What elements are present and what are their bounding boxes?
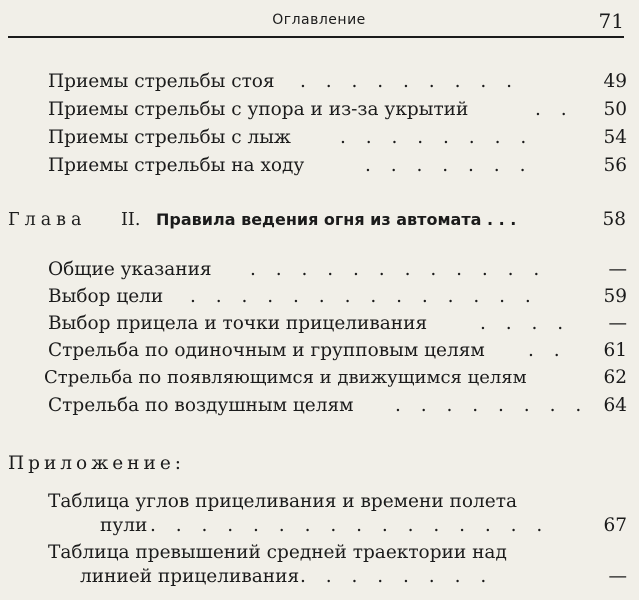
toc-entry-leader: . . . . [480,313,571,334]
toc-entry-title: Приемы стрельбы стоя [48,71,275,92]
toc-entry-leader: . . . . . . . . . . . . . . [190,286,538,307]
toc-entry-leader: . . . . . . . . . . . . . . . . [150,515,550,536]
toc-entry [0,152,639,180]
toc-entry [0,68,639,96]
toc-entry [0,96,639,124]
toc-entry-leader: . . . . . . . . [395,395,589,416]
toc-entry-title: Стрельба по воздушным целям [48,395,354,416]
toc-entry [0,283,639,311]
toc-entry-title: Приемы стрельбы на ходу [48,155,305,176]
page-header [8,6,630,36]
toc-entry [0,364,639,392]
toc-entry [0,310,639,338]
toc-entry-title: Общие указания [48,259,212,280]
toc-entry-page: — [608,566,627,587]
toc-entry-title: Стрельба по появляющимся и движущимся целям [44,367,527,388]
toc-entry-title: Стрельба по одиночным и групповым целям [48,340,485,361]
toc-entry-leader: . . . . . . . . . [300,71,519,92]
toc-entry-title: Приемы стрельбы с упора и из-за укрытий [48,99,469,120]
toc-entry-page: — [608,259,627,280]
toc-entry-title: Выбор цели [48,286,164,307]
toc-entry-page: 56 [603,155,627,176]
toc-entry-title-line2: пули [100,515,148,536]
toc-entry-leader: . . . . . . . . [340,127,534,148]
chapter-number: II. [121,210,141,230]
toc-entry-title-line2: линией прицеливания [80,566,300,587]
chapter-title: Правила ведения огня из автомата . . . [156,210,517,229]
toc-entry-page: 49 [603,71,627,92]
header-rule [8,36,624,38]
header-title: Оглавление [272,12,366,28]
header-page-number: 71 [598,9,624,33]
toc-entry-page: 50 [603,99,627,120]
toc-entry-title-line1: Таблица превышений средней траектории над [48,542,507,563]
toc-entry-leader: . . . . . . . [365,155,533,176]
appendix-heading: Приложение: [8,453,186,474]
toc-entry-page: 67 [603,515,627,536]
toc-entry-page: 61 [603,340,627,361]
chapter-label: Глава [8,210,87,230]
toc-entry-page: — [608,313,627,334]
toc-entry [0,256,639,284]
toc-entry [0,337,639,365]
toc-entry-leader: . . . . . . . . . . . . [250,259,547,280]
toc-entry-page: 64 [603,395,627,416]
toc-entry [0,124,639,152]
toc-entry-page: 54 [603,127,627,148]
toc-entry-title: Приемы стрельбы с лыж [48,127,291,148]
toc-entry-title-line1: Таблица углов прицеливания и времени полета [48,491,517,512]
toc-entry [0,392,639,420]
toc-entry-leader: . . . . . . . . [300,566,494,587]
toc-entry-title: Выбор прицела и точки прицеливания [48,313,428,334]
chapter-page: 58 [602,209,626,230]
toc-entry-page: 59 [603,286,627,307]
toc-entry-page: 62 [603,367,627,388]
chapter-heading [8,206,634,234]
toc-entry-leader: . . [528,340,567,361]
toc-entry-leader: . . [535,99,574,120]
